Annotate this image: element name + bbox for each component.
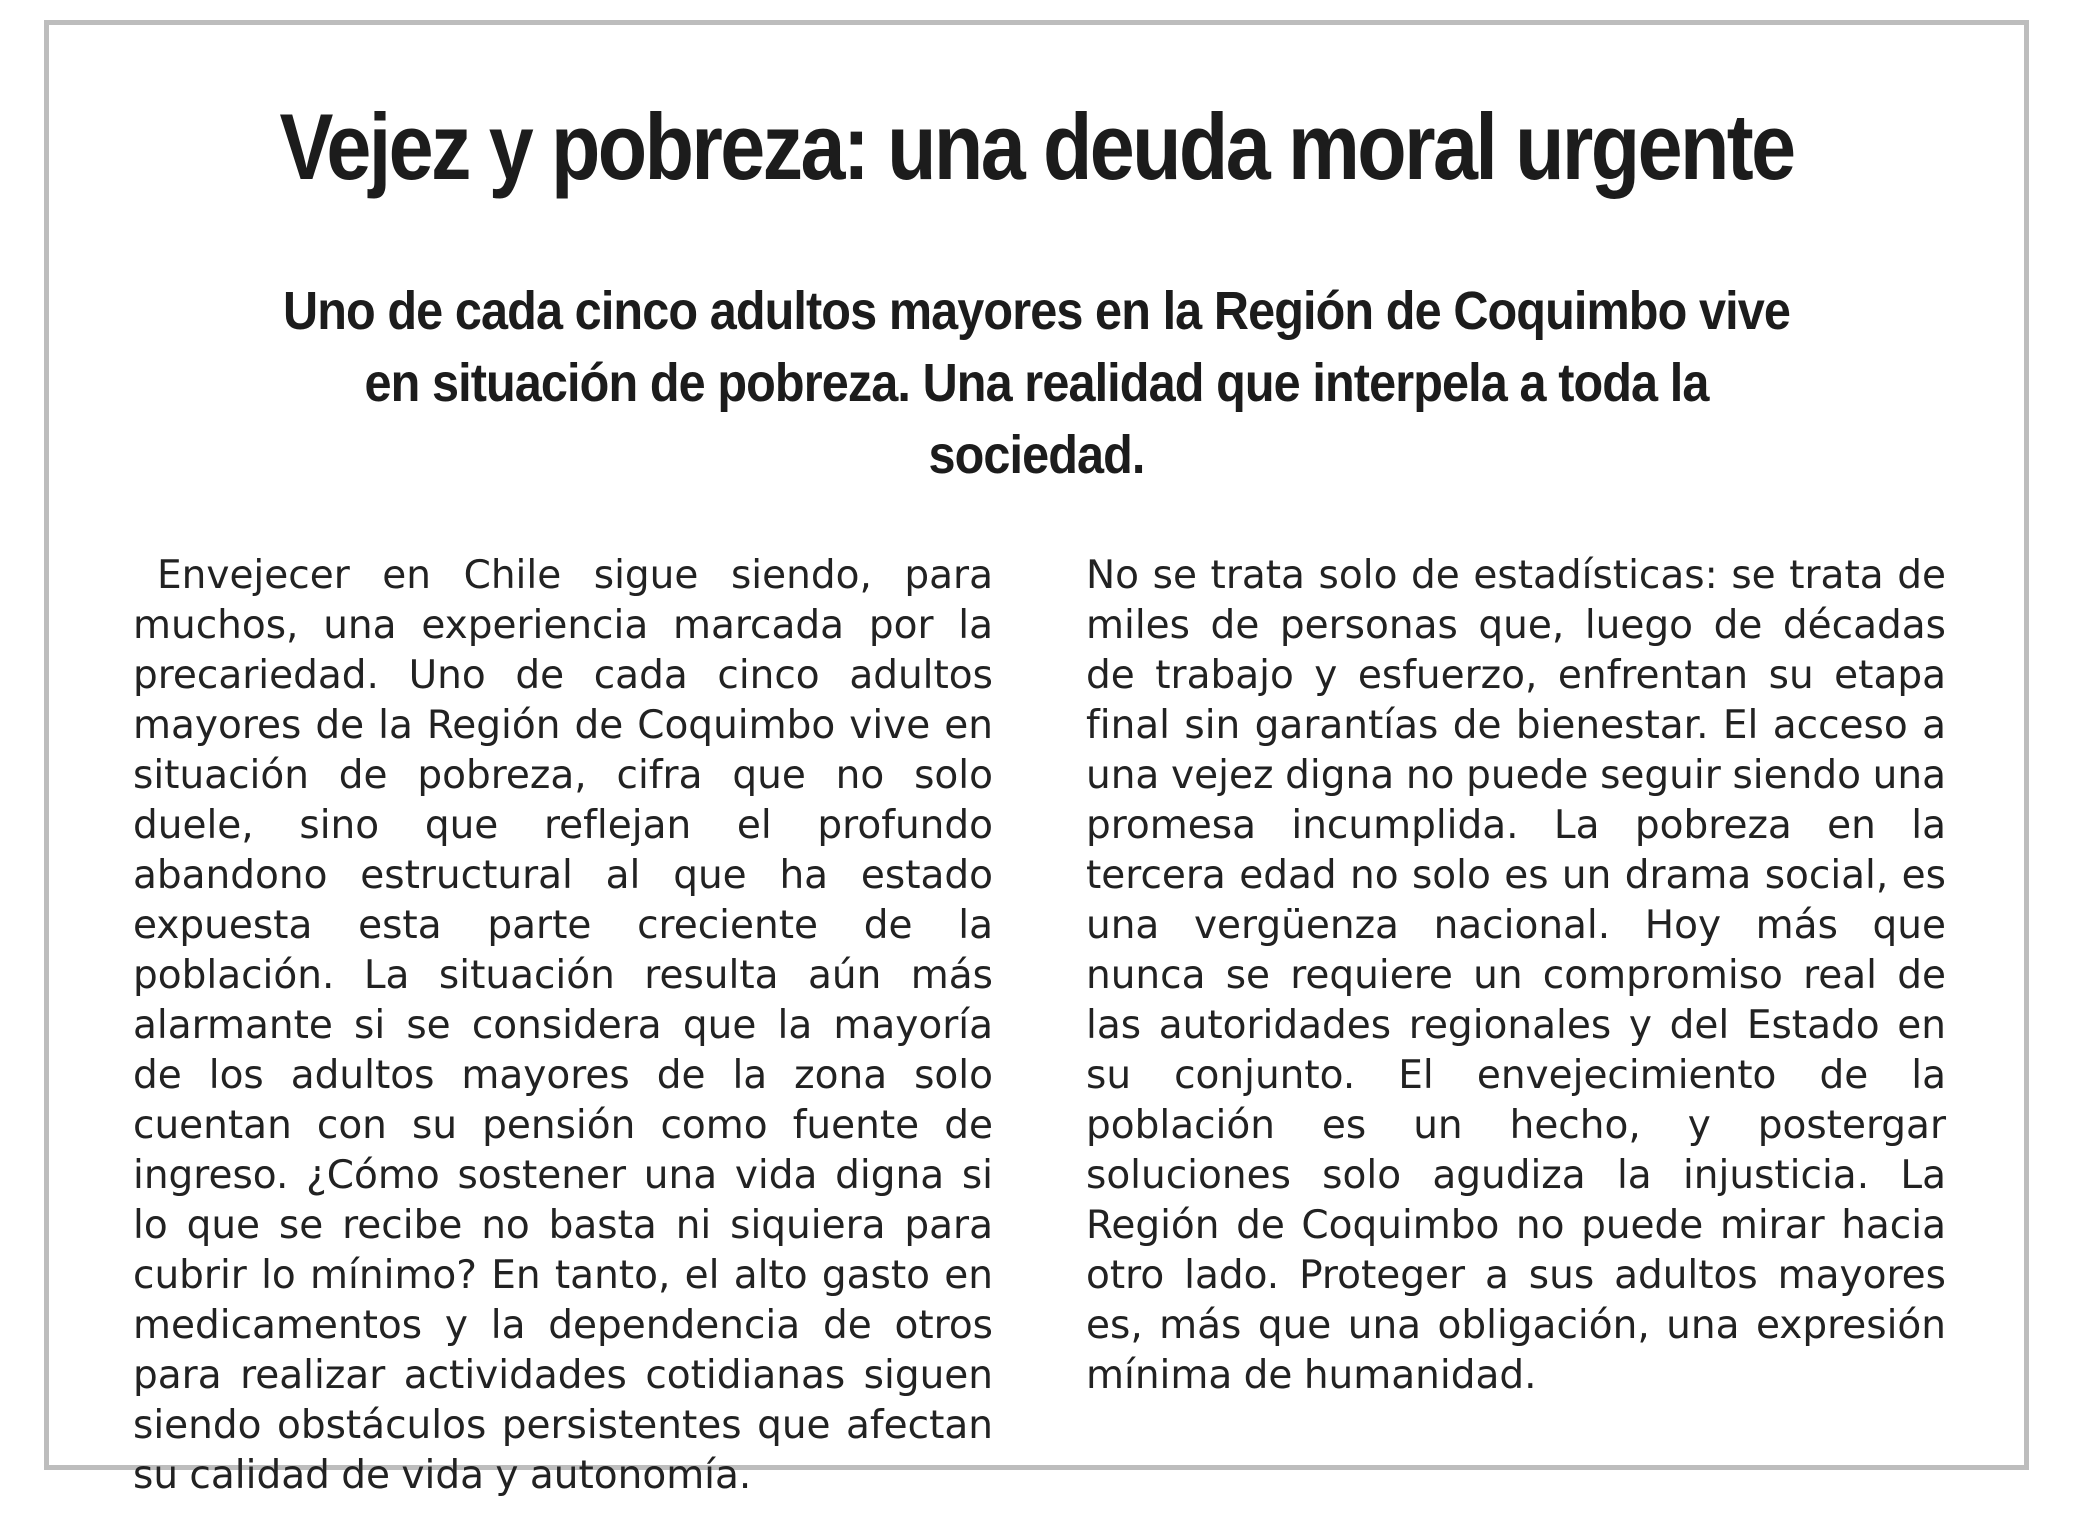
article-headline: Vejez y pobreza: una deuda moral urgente [279,94,1794,199]
article-subheadline: Uno de cada cinco adultos mayores en la Región de Coquimbo vive en situación de pobreza. Una realidad que interpela a toda la sociedad. [283,281,1790,485]
article-frame [44,20,2029,1498]
article-body-column-left: Envejecer en Chile sigue siendo, para muchos, una experiencia marcada por la precariedad. Uno de cada cinco adultos mayores de la Región de Coquimbo vive en situación de pobreza, cifra que no solo duele, sino que reflejan el profundo abandono estructural al que ha estado expuesta esta parte creciente de la población. La situación resulta aún más alarmante si se considera que la mayoría de los adultos mayores de la zona solo cuentan con su pensión como fuente de ingreso. ¿Cómo sostener una vida digna si lo que se recibe no basta ni siquiera para cubrir lo mínimo? En tanto, el alto gasto en medicamentos y la dependencia de otros para realizar actividades cotidianas siguen siendo obstáculos persistentes que afectan su calidad de vida y autonomía. [133,553,993,1498]
article-body-column-right: No se trata solo de estadísticas: se trata de miles de personas que, luego de décadas de trabajo y esfuerzo, enfrentan su etapa final sin garantías de bienestar. El acceso a una vejez digna no puede seguir siendo una promesa incumplida. La pobreza en la tercera edad no solo es un drama social, es una vergüenza nacional. Hoy más que nunca se requiere un compromiso real de las autoridades regionales y del Estado en su conjunto. El envejecimiento de la población es un hecho, y postergar soluciones solo agudiza la injusticia. La Región de Coquimbo no puede mirar hacia otro lado. Proteger a sus adultos mayores es, más que una obligación, una expresión mínima de humanidad. [1086,553,1946,1398]
